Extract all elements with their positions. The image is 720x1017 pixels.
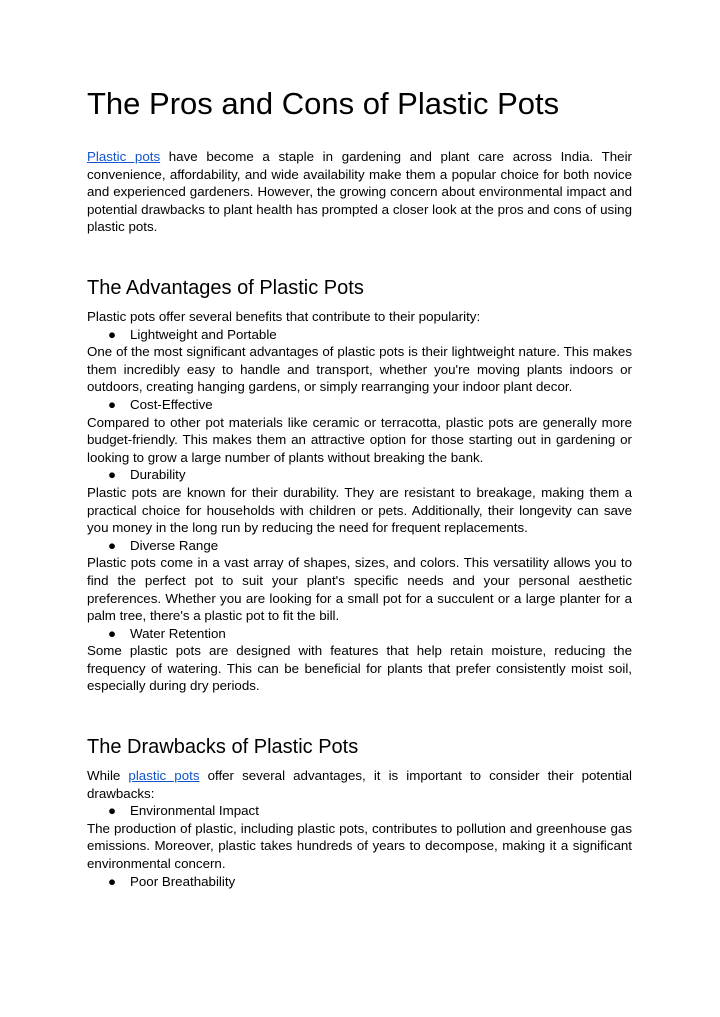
bullet-diverse-range — [87, 537, 632, 555]
durability-paragraph: Plastic pots are known for their durability. They are resistant to breakage, making them a practical choice for households with children or pets. Additionally, their longevity can save you money in the long run by reducing the need for frequent replacements. — [87, 484, 632, 536]
page-title: The Pros and Cons of Plastic Pots — [87, 86, 560, 121]
lightweight-paragraph: One of the most significant advantages of plastic pots is their lightweight nature. This makes them incredibly easy to handle and transport, whether you're moving plants indoors or outdoors, creating hanging gardens, or simply rearranging your indoor plant decor. — [87, 344, 632, 395]
advantages-heading: The Advantages of Plastic Pots — [87, 277, 364, 299]
drawbacks-section — [87, 767, 632, 890]
environmental-impact-paragraph: The production of plastic, including plastic pots, contributes to pollution and greenhouse gas emissions. Moreover, plastic takes hundreds of years to decompose, making it a significant environmental concern. — [87, 820, 632, 871]
bullet-dot-icon: ● — [108, 803, 117, 819]
cost-effective-paragraph: Compared to other pot materials like ceramic or terracotta, plastic pots are generally more budget-friendly. This makes them an attractive option for those starting out in gardening or looking to grow a large number of plants without breaking the bank. — [87, 414, 632, 465]
bullet-label: Diverse Range — [130, 537, 219, 553]
bullet-label: Water Retention — [130, 625, 226, 641]
bullet-dot-icon: ● — [108, 537, 117, 553]
bullet-dot-icon: ● — [108, 467, 117, 483]
advantages-lead: Plastic pots offer several benefits that contribute to their popularity: — [87, 309, 481, 324]
water-retention-paragraph: Some plastic pots are designed with features that help retain moisture, reducing the frequency of watering. This can be beneficial for plants that prefer consistently moist soil, especially during dry periods. — [87, 643, 632, 694]
bullet-durability — [87, 466, 632, 484]
bullet-environmental-impact — [87, 802, 632, 820]
bullet-label: Poor Breathability — [130, 873, 236, 889]
diverse-range-paragraph: Plastic pots come in a vast array of shapes, sizes, and colors. This versatility allows you to find the perfect pot to suit your plant's specific needs and your personal aesthetic preferences. Whether you are looking for a small pot for a succulent or a large planter for a palm tree, there's a plastic pot to fit the bill. — [87, 555, 632, 624]
bullet-dot-icon: ● — [108, 326, 117, 342]
bullet-label: Cost-Effective — [130, 396, 213, 412]
drawbacks-lead-after: offer several advantages, it is important to consider their potential drawbacks: — [87, 768, 633, 801]
bullet-label: Environmental Impact — [130, 803, 259, 819]
bullet-poor-breathability — [87, 873, 632, 891]
bullet-label: Lightweight and Portable — [130, 326, 277, 342]
bullet-water-retention — [87, 625, 632, 643]
bullet-dot-icon: ● — [108, 873, 117, 889]
bullet-lightweight — [87, 326, 632, 344]
plastic-pots-link[interactable]: plastic pots — [128, 768, 200, 783]
intro-section — [87, 148, 632, 236]
plastic-pots-link[interactable]: Plastic pots — [87, 149, 161, 164]
drawbacks-heading: The Drawbacks of Plastic Pots — [87, 736, 359, 758]
drawbacks-lead — [87, 767, 632, 802]
intro-text: have become a staple in gardening and plant care across India. Their convenience, affordability, and wide availability make them a popular choice for both novice and experienced gardeners. However, the growing concern about environmental impact and potential drawbacks to plant health has prompted a closer look at the pros and cons of using plastic pots. — [87, 149, 632, 235]
bullet-cost-effective — [87, 396, 632, 414]
intro-paragraph — [87, 148, 632, 236]
bullet-dot-icon: ● — [108, 625, 117, 641]
bullet-dot-icon: ● — [108, 396, 117, 412]
drawbacks-lead-before: While — [87, 768, 129, 783]
bullet-label: Durability — [130, 467, 186, 483]
advantages-section — [87, 308, 632, 695]
